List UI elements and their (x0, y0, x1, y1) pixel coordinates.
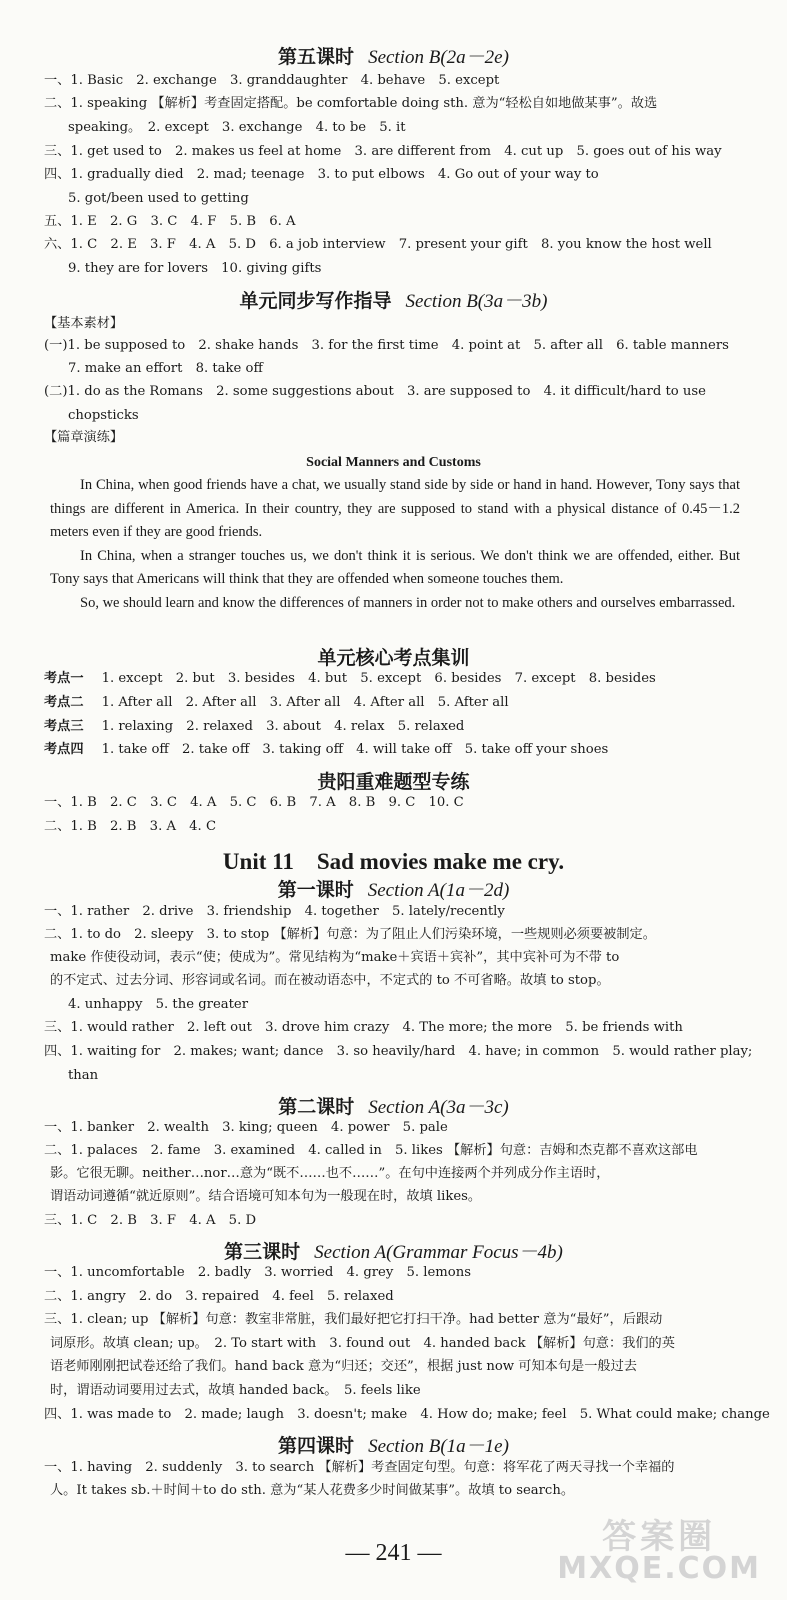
answer-line: 六、1. C 2. E 3. F 4. A 5. D 6. a job interview 7. present your gift 8. you know the host well (44, 237, 712, 252)
kaodian-answers: 1. After all 2. After all 3. After all 4. After all 5. After all (101, 695, 509, 710)
heading-cn: 单元同步写作指导 (239, 290, 392, 312)
section-heading (0, 1237, 787, 1264)
answer-line: 语老师刚刚把试卷还给了我们。hand back 意为“归还；交还”，根据 just now 可知本句是一般过去 (50, 1359, 637, 1374)
heading-en: Section A(1a－2d) (367, 880, 510, 901)
answer-line: chopsticks (68, 408, 139, 423)
answer-line: than (68, 1068, 99, 1083)
answer-line: 一、1. Basic 2. exchange 3. granddaughter 4. behave 5. except (44, 73, 500, 88)
heading-cn: 第五课时 (278, 46, 355, 68)
answer-line: 一、1. rather 2. drive 3. friendship 4. together 5. lately/recently (44, 904, 505, 919)
subsection-label: 【篇章演练】 (44, 430, 124, 445)
answer-line: 三、1. would rather 2. left out 3. drove him crazy 4. The more; the more 5. be friends with (44, 1020, 683, 1035)
answer-line: 二、1. speaking 【解析】考查固定搭配。be comfortable doing sth. 意为“轻松自如地做某事”。故选 (44, 96, 658, 111)
answer-line: 7. make an effort 8. take off (68, 361, 263, 376)
heading-en: Section B(3a－3b) (405, 291, 548, 312)
answer-line: 4. unhappy 5. the greater (68, 997, 249, 1012)
heading-cn: 第一课时 (277, 879, 354, 901)
kaodian-label: 考点三 (44, 719, 84, 734)
section-heading (0, 1092, 787, 1119)
heading-cn: 贵阳重难题型专练 (317, 771, 470, 793)
heading-cn: 第二课时 (278, 1096, 355, 1118)
page-number: — 241 — (345, 1540, 442, 1566)
answer-line: 一、1. having 2. suddenly 3. to search 【解析】考查固定句型。句意：将军花了两天寻找一个幸福的 (44, 1460, 675, 1475)
heading-cn: 单元核心考点集训 (317, 647, 470, 669)
answer-line: 5. got/been used to getting (68, 191, 249, 206)
heading-cn: 第四课时 (278, 1435, 355, 1457)
watermark-logo (557, 1517, 761, 1586)
essay-body (50, 474, 740, 615)
essay-paragraph: In China, when good friends have a chat, we usually stand side by side or hand in hand. However, Tony says that things are different in America. In their country, they are supposed to stand with a physical distance of 0.45－1.2 meters even if they are good friends. (50, 477, 740, 540)
heading-cn: 第三课时 (224, 1241, 301, 1263)
watermark-line: 答案圈 (602, 1517, 717, 1557)
answer-line: 四、1. was made to 2. made; laugh 3. doesn't; make 4. How do; make; feel 5. What could make; change (44, 1407, 770, 1422)
heading-en: Section B(2a－2e) (368, 47, 509, 68)
answer-line: 二、1. angry 2. do 3. repaired 4. feel 5. relaxed (44, 1289, 394, 1304)
kaodian-answers: 1. except 2. but 3. besides 4. but 5. except 6. besides 7. except 8. besides (101, 671, 656, 686)
answer-line (44, 696, 509, 709)
kaodian-answers: 1. relaxing 2. relaxed 3. about 4. relax 5. relaxed (101, 719, 465, 734)
kaodian-label: 考点二 (44, 695, 84, 710)
answer-line: 影。它很无聊。neither…nor…意为“既不……也不……”。在句中连接两个并列成分作主语时， (50, 1166, 610, 1181)
answer-line: 9. they are for lovers 10. giving gifts (68, 261, 322, 276)
answer-line: 四、1. waiting for 2. makes; want; dance 3. so heavily/hard 4. have; in common 5. would rather play; (44, 1044, 753, 1059)
subsection-label: 【基本素材】 (44, 316, 124, 331)
answer-line: 四、1. gradually died 2. mad; teenage 3. to put elbows 4. Go out of your way to (44, 167, 599, 182)
answer-line: 二、1. B 2. B 3. A 4. C (44, 819, 217, 834)
answer-line: speaking。 2. except 3. exchange 4. to be 5. it (68, 120, 406, 135)
answer-line: 三、1. C 2. B 3. F 4. A 5. D (44, 1213, 257, 1228)
answer-line (44, 743, 608, 756)
section-heading (0, 875, 787, 902)
section-heading (0, 767, 787, 794)
essay-paragraph: So, we should learn and know the differences of manners in order not to make others and ourselves embarrassed. (80, 594, 736, 611)
section-heading (0, 643, 787, 670)
answer-line: 一、1. B 2. C 3. C 4. A 5. C 6. B 7. A 8. B 9. C 10. C (44, 795, 464, 810)
section-heading (0, 286, 787, 313)
essay-paragraph: In China, when a stranger touches us, we don't think it is serious. We don't think we are offended, either. But Tony says that Americans will think that they are offended when someone touches them. (50, 547, 740, 587)
answer-line: 三、1. get used to 2. makes us feel at home 3. are different from 4. cut up 5. goes out of his way (44, 144, 722, 159)
answer-line: 时，谓语动词要用过去式，故填 handed back。 5. feels like (50, 1383, 421, 1398)
heading-en: Section A(3a－3c) (368, 1097, 509, 1118)
unit-title: Unit 11 Sad movies make me cry. (222, 849, 565, 874)
kaodian-answers: 1. take off 2. take off 3. taking off 4. will take off 5. take off your shoes (101, 742, 609, 757)
answer-line: 二、1. palaces 2. fame 3. examined 4. called in 5. likes 【解析】句意：吉姆和杰克都不喜欢这部电 (44, 1143, 698, 1158)
answer-line: 三、1. clean; up 【解析】句意：教室非常脏，我们最好把它打扫干净。had better 意为“最好”，后跟动 (44, 1312, 663, 1327)
heading-en: Section B(1a－1e) (368, 1436, 509, 1457)
watermark-line: MXQE.COM (557, 1551, 761, 1586)
answer-line: (一)1. be supposed to 2. shake hands 3. for the first time 4. point at 5. after all 6. table manners (44, 338, 729, 353)
answer-line: 一、1. banker 2. wealth 3. king; queen 4. power 5. pale (44, 1120, 448, 1135)
essay-title: Social Manners and Customs (306, 455, 481, 470)
answer-line: 二、1. to do 2. sleepy 3. to stop 【解析】句意：为了阻止人们污染环境，一些规则必须要被制定。 (44, 927, 656, 942)
answer-line: 一、1. uncomfortable 2. badly 3. worried 4. grey 5. lemons (44, 1265, 472, 1280)
answer-line: 词原形。故填 clean; up。 2. To start with 3. found out 4. handed back 【解析】句意：我们的英 (50, 1336, 675, 1351)
answer-line (44, 720, 464, 733)
answer-line: make 作使役动词，表示“使；使成为”。常见结构为“make＋宾语＋宾补”，其中宾补可为不带 to (50, 950, 620, 965)
kaodian-label: 考点四 (44, 742, 84, 757)
answer-line: 五、1. E 2. G 3. C 4. F 5. B 6. A (44, 214, 296, 229)
kaodian-label: 考点一 (44, 671, 84, 686)
section-heading (0, 42, 787, 69)
answer-line (44, 672, 656, 685)
answer-line: 谓语动词遵循“就近原则”。结合语境可知本句为一般现在时，故填 likes。 (50, 1189, 482, 1204)
section-heading (0, 1431, 787, 1458)
answer-line: (二)1. do as the Romans 2. some suggestions about 3. are supposed to 4. it difficult/hard to use (44, 384, 706, 399)
heading-en: Section A(Grammar Focus－4b) (314, 1242, 563, 1263)
answer-line: 的不定式、过去分词、形容词或名词。而在被动语态中，不定式的 to 不可省略。故填 to stop。 (50, 973, 610, 988)
answer-line: 人。It takes sb.＋时间＋to do sth. 意为“某人花费多少时间做某事”。故填 to search。 (50, 1483, 575, 1498)
